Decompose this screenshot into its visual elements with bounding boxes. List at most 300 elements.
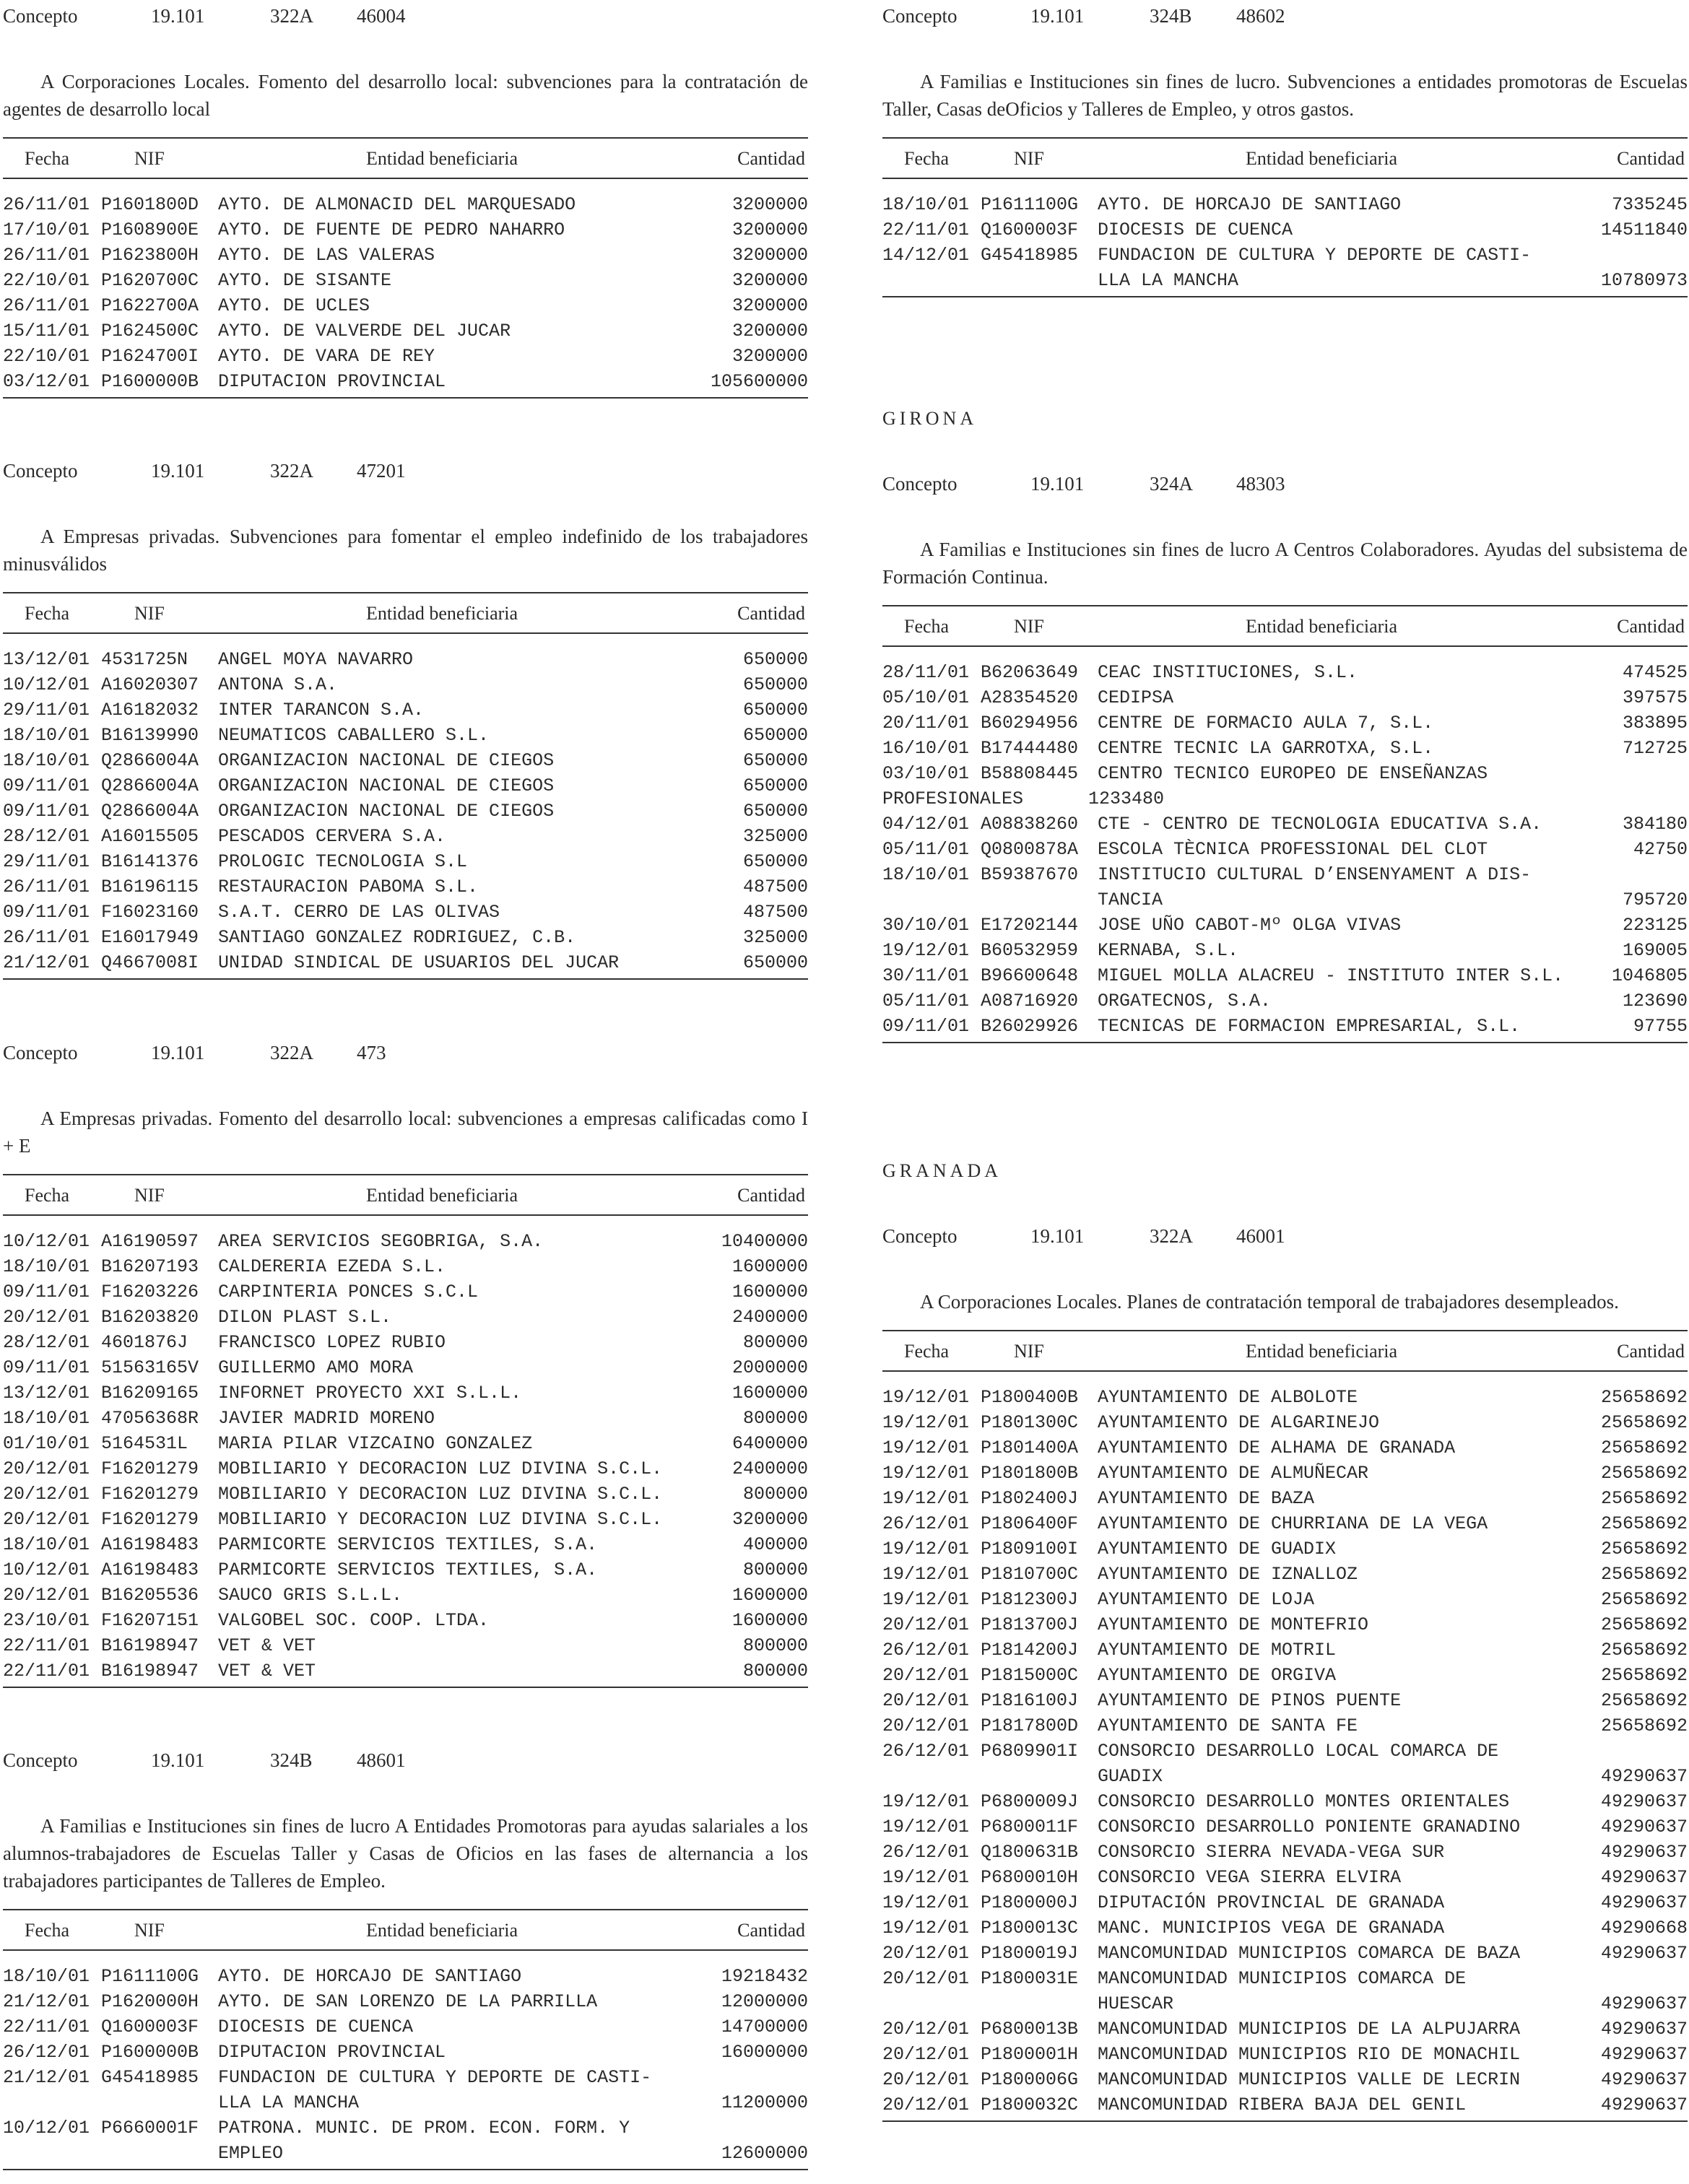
nif-cell: B16198947 (101, 1661, 199, 1681)
entidad-cell: CENTRE TECNIC LA GARROTXA, S.L. (1098, 738, 1434, 759)
fecha-cell: 03/10/01 (882, 763, 970, 784)
entidad-cell: MIGUEL MOLLA ALACREU - INSTITUTO INTER S.L. (1098, 965, 1564, 986)
fecha-cell: 30/10/01 (882, 915, 970, 936)
entidad-cell: MOBILIARIO Y DECORACION LUZ DIVINA S.C.L. (218, 1509, 663, 1530)
header-nif: NIF (134, 1185, 165, 1206)
fecha-cell: 18/10/01 (3, 725, 90, 746)
entidad-cell: CALDERERIA EZEDA S.L. (218, 1256, 446, 1277)
entidad-cell: AYTO. DE VALVERDE DEL JUCAR (218, 321, 511, 341)
table-row (3, 925, 808, 950)
table-row (882, 812, 1688, 837)
beneficiary-table (3, 1174, 808, 1688)
header-nif: NIF (134, 148, 165, 169)
nif-cell: B16198947 (101, 1635, 199, 1656)
entidad-cell: ORGANIZACION NACIONAL DE CIEGOS (218, 750, 555, 771)
concepto-line: Concepto 19.101 324A 48303 (882, 473, 1285, 495)
table-row (3, 344, 808, 369)
table-body (882, 179, 1688, 296)
entidad-cell: AYUNTAMIENTO DE IZNALLOZ (1098, 1564, 1358, 1585)
entidad-cell: MANC. MUNICIPIOS VEGA DE GRANADA (1098, 1918, 1445, 1939)
header-nif: NIF (134, 1920, 165, 1941)
cantidad-cell: 49290637 (1600, 1993, 1688, 2014)
entidad-cell: MANCOMUNIDAD RIBERA BAJA DEL GENIL (1098, 2094, 1467, 2115)
nif-cell: P1806400F (981, 1513, 1079, 1534)
cantidad-cell: 49290668 (1600, 1918, 1688, 1939)
nif-cell: F16201279 (101, 1484, 199, 1505)
nif-cell: F16201279 (101, 1509, 199, 1530)
cantidad-cell: 12600000 (721, 2143, 808, 2164)
header-entidad: Entidad beneficiaria (366, 1920, 518, 1941)
section-473 (3, 1043, 808, 1688)
cantidad-cell: 3200000 (731, 295, 808, 316)
entidad-cell: AYUNTAMIENTO DE ALMUÑECAR (1098, 1463, 1369, 1484)
entidad-cell: AYTO. DE UCLES (218, 295, 370, 316)
nif-cell: P1623800H (101, 245, 199, 266)
table-row (882, 660, 1688, 685)
nif-cell: A16190597 (101, 1231, 199, 1252)
nif-cell: G45418985 (101, 2067, 199, 2088)
cantidad-cell: 2400000 (731, 1307, 808, 1328)
table-row (882, 1941, 1688, 1966)
nif-cell: P1810700C (981, 1564, 1079, 1585)
table-row (3, 217, 808, 243)
section-48303 (882, 474, 1688, 1043)
entidad-cell: DIPUTACIÓN PROVINCIAL DE GRANADA (1098, 1892, 1445, 1913)
nif-cell: 4601876J (101, 1332, 188, 1353)
entidad-cell: AREA SERVICIOS SEGOBRIGA, S.A. (218, 1231, 544, 1252)
fecha-cell: 20/12/01 (3, 1509, 90, 1530)
fecha-cell: 04/12/01 (882, 814, 970, 835)
nif-cell: P6660001F (101, 2118, 199, 2139)
table-row (882, 1435, 1688, 1461)
cantidad-cell: 3200000 (731, 270, 808, 291)
table-row (882, 1486, 1688, 1511)
cantidad-cell: 223125 (1622, 915, 1688, 936)
beneficiary-table (882, 137, 1688, 297)
nif-cell: B96600648 (981, 965, 1079, 986)
table-row (3, 268, 808, 293)
cantidad-cell: 25658692 (1600, 1412, 1688, 1433)
fecha-cell: 23/10/01 (3, 1610, 90, 1631)
fecha-cell: 20/12/01 (882, 1715, 970, 1736)
fecha-cell: 20/12/01 (882, 2094, 970, 2115)
cantidad-cell: 800000 (742, 1661, 808, 1681)
entidad-cell: PATRONA. MUNIC. DE PROM. ECON. FORM. Y EMPLEO (218, 2118, 630, 2164)
table-row (882, 1511, 1688, 1536)
fecha-cell: 20/12/01 (3, 1484, 90, 1505)
fecha-cell: 26/12/01 (882, 1842, 970, 1863)
header-nif: NIF (1014, 616, 1044, 637)
entidad-continuation-cell: PROFESIONALES 1233480 (882, 788, 1165, 809)
concepto-line: Concepto 19.101 324B 48602 (882, 5, 1285, 27)
cantidad-cell: 25658692 (1600, 1640, 1688, 1661)
table-row (882, 938, 1688, 963)
fecha-cell: 20/12/01 (3, 1585, 90, 1606)
entidad-cell: MOBILIARIO Y DECORACION LUZ DIVINA S.C.L. (218, 1484, 663, 1505)
cantidad-cell: 123690 (1622, 991, 1688, 1011)
cantidad-cell: 25658692 (1600, 1437, 1688, 1458)
fecha-cell: 10/12/01 (3, 674, 90, 695)
cantidad-cell: 800000 (742, 1332, 808, 1353)
table-row (882, 1612, 1688, 1637)
cantidad-cell: 1046805 (1611, 965, 1688, 986)
table-row (882, 761, 1688, 786)
fecha-cell: 18/10/01 (3, 1256, 90, 1277)
nif-cell: P1800000J (981, 1892, 1079, 1913)
fecha-cell: 09/11/01 (3, 902, 90, 923)
cantidad-cell: 650000 (742, 725, 808, 746)
table-row (882, 1713, 1688, 1739)
header-nif: NIF (134, 603, 165, 624)
entidad-cell: AYTO. DE VARA DE REY (218, 346, 435, 367)
section-description: A Corporaciones Locales. Fomento del desarrollo local: subvenciones para la contratación de agentes de desarrollo local (3, 71, 808, 120)
entidad-cell: SANTIAGO GONZALEZ RODRIGUEZ, C.B. (218, 927, 576, 948)
fecha-cell: 15/11/01 (3, 321, 90, 341)
entidad-cell: ORGATECNOS, S.A. (1098, 991, 1272, 1011)
table-row (3, 1254, 808, 1279)
nif-cell: F16203226 (101, 1282, 199, 1302)
table-row (882, 1688, 1688, 1713)
nif-cell: Q4667008I (101, 952, 199, 973)
nif-cell: P1800013C (981, 1918, 1079, 1939)
fecha-cell: 21/12/01 (3, 952, 90, 973)
fecha-cell: 30/11/01 (882, 965, 970, 986)
nif-cell: P1620000H (101, 1991, 199, 2012)
header-cantidad: Cantidad (737, 1920, 805, 1941)
cantidad-cell: 650000 (742, 952, 808, 973)
concepto-line: Concepto 19.101 322A 473 (3, 1042, 386, 1063)
table-row (3, 799, 808, 824)
table-body (3, 179, 808, 397)
section-48601 (3, 1750, 808, 2170)
fecha-cell: 20/11/01 (882, 713, 970, 734)
nif-cell: Q0800878A (981, 839, 1079, 860)
cantidad-cell: 49290637 (1600, 2069, 1688, 2090)
entidad-cell: NEUMATICOS CABALLERO S.L. (218, 725, 490, 746)
entidad-cell: VET & VET (218, 1635, 316, 1656)
table-body (3, 1951, 808, 2169)
cantidad-cell: 1600000 (731, 1585, 808, 1606)
cantidad-cell: 2400000 (731, 1458, 808, 1479)
table-row (3, 1229, 808, 1254)
table-row (882, 1014, 1688, 1039)
nif-cell: Q2866004A (101, 750, 199, 771)
fecha-cell: 28/12/01 (3, 826, 90, 847)
cantidad-cell: 49290637 (1600, 2019, 1688, 2040)
concepto-line: Concepto 19.101 322A 46001 (882, 1225, 1285, 1247)
entidad-cell: AYTO. DE LAS VALERAS (218, 245, 435, 266)
fecha-cell: 19/12/01 (882, 1817, 970, 1837)
header-entidad: Entidad beneficiaria (366, 603, 518, 624)
table-row (882, 192, 1688, 217)
entidad-cell: INSTITUCIO CULTURAL D’ENSENYAMENT A DIS- TANCIA (1098, 864, 1532, 910)
cantidad-cell: 3200000 (731, 219, 808, 240)
entidad-cell: MANCOMUNIDAD MUNICIPIOS DE LA ALPUJARRA (1098, 2019, 1521, 2040)
concepto-line: Concepto 19.101 322A 47201 (3, 460, 406, 482)
header-fecha: Fecha (25, 148, 70, 169)
nif-cell: B16205536 (101, 1585, 199, 1606)
nif-cell: P1800400B (981, 1387, 1079, 1408)
nif-cell: A08838260 (981, 814, 1079, 835)
header-entidad: Entidad beneficiaria (1246, 1341, 1398, 1362)
fecha-cell: 09/11/01 (3, 1282, 90, 1302)
header-entidad: Entidad beneficiaria (1246, 616, 1398, 637)
cantidad-cell: 800000 (742, 1484, 808, 1505)
nif-cell: P1624700I (101, 346, 199, 367)
cantidad-cell: 3200000 (731, 194, 808, 215)
entidad-cell: CENTRO TECNICO EUROPEO DE ENSEÑANZAS (1098, 763, 1488, 784)
nif-cell: A16182032 (101, 700, 199, 721)
nif-cell: P1815000C (981, 1665, 1079, 1686)
fecha-cell: 19/12/01 (882, 1918, 970, 1939)
header-cantidad: Cantidad (1617, 1341, 1685, 1362)
cantidad-cell: 800000 (742, 1559, 808, 1580)
entidad-cell: MANCOMUNIDAD MUNICIPIOS VALLE DE LECRIN (1098, 2069, 1521, 2090)
nif-cell: P1814200J (981, 1640, 1079, 1661)
entidad-cell: DIPUTACION PROVINCIAL (218, 2042, 446, 2063)
nif-cell: B62063649 (981, 662, 1079, 683)
entidad-cell: FUNDACION DE CULTURA Y DEPORTE DE CASTI- LLA LA MANCHA (1098, 245, 1532, 291)
cantidad-cell: 325000 (742, 826, 808, 847)
nif-cell: Q2866004A (101, 801, 199, 822)
cantidad-cell: 49290637 (1600, 1842, 1688, 1863)
table-row (3, 748, 808, 773)
table-header (882, 606, 1688, 647)
fecha-cell: 29/11/01 (3, 700, 90, 721)
cantidad-cell: 14511840 (1600, 219, 1688, 240)
fecha-cell: 14/12/01 (882, 245, 970, 266)
entidad-cell: VET & VET (218, 1661, 316, 1681)
table-row (3, 647, 808, 672)
table-row (3, 2014, 808, 2040)
nif-cell: F16201279 (101, 1458, 199, 1479)
nif-cell: E16017949 (101, 927, 199, 948)
fecha-cell: 22/10/01 (3, 346, 90, 367)
entidad-cell: CONSORCIO DESARROLLO PONIENTE GRANADINO (1098, 1817, 1521, 1837)
entidad-cell: AYUNTAMIENTO DE BAZA (1098, 1488, 1315, 1509)
cantidad-cell: 25658692 (1600, 1513, 1688, 1534)
table-row (882, 1637, 1688, 1663)
entidad-cell: AYTO. DE HORCAJO DE SANTIAGO (218, 1966, 522, 1987)
fecha-cell: 28/12/01 (3, 1332, 90, 1353)
entidad-cell: MARIA PILAR VIZCAINO GONZALEZ (218, 1433, 533, 1454)
fecha-cell: 19/12/01 (882, 1892, 970, 1913)
table-row (3, 900, 808, 925)
cantidad-cell: 49290637 (1600, 1943, 1688, 1964)
table-row (3, 1532, 808, 1557)
cantidad-cell: 650000 (742, 700, 808, 721)
cantidad-cell: 42750 (1633, 839, 1688, 860)
header-fecha: Fecha (25, 1920, 70, 1941)
cantidad-cell: 3200000 (731, 245, 808, 266)
cantidad-cell: 16000000 (721, 2042, 808, 2063)
table-header (3, 593, 808, 634)
header-cantidad: Cantidad (1617, 616, 1685, 637)
cantidad-cell: 11200000 (721, 2092, 808, 2113)
fecha-cell: 21/12/01 (3, 2067, 90, 2088)
section-description: A Familias e Instituciones sin fines de lucro A Centros Colaboradores. Ayudas del subsistema de Formación Continua. (882, 539, 1688, 588)
fecha-cell: 26/12/01 (882, 1640, 970, 1661)
fecha-cell: 20/12/01 (882, 2019, 970, 2040)
table-row (3, 1355, 808, 1380)
entidad-cell: AYUNTAMIENTO DE ALBOLOTE (1098, 1387, 1358, 1408)
nif-cell: A16020307 (101, 674, 199, 695)
fecha-cell: 19/12/01 (882, 1387, 970, 1408)
table-row (3, 874, 808, 900)
table-row (882, 1587, 1688, 1612)
header-cantidad: Cantidad (1617, 148, 1685, 169)
cantidad-cell: 25658692 (1600, 1387, 1688, 1408)
province-heading-girona: GIRONA (882, 408, 978, 429)
nif-cell: B60294956 (981, 713, 1079, 734)
entidad-cell: KERNABA, S.L. (1098, 940, 1239, 961)
table-row (3, 1989, 808, 2014)
table-row (3, 1583, 808, 1608)
entidad-cell: AYUNTAMIENTO DE ALGARINEJO (1098, 1412, 1380, 1433)
table-row (882, 2016, 1688, 2042)
province-heading-granada: GRANADA (882, 1160, 1002, 1181)
beneficiary-table (3, 137, 808, 399)
table-row (3, 243, 808, 268)
fecha-cell: 20/12/01 (882, 1614, 970, 1635)
header-cantidad: Cantidad (737, 1185, 805, 1206)
cantidad-cell: 6400000 (731, 1433, 808, 1454)
cantidad-cell: 25658692 (1600, 1690, 1688, 1711)
entidad-cell: DIPUTACION PROVINCIAL (218, 371, 446, 392)
fecha-cell: 29/11/01 (3, 851, 90, 872)
beneficiary-table (3, 592, 808, 980)
entidad-cell: AYTO. DE HORCAJO DE SANTIAGO (1098, 194, 1402, 215)
table-row (882, 1915, 1688, 1941)
table-row (882, 1410, 1688, 1435)
fecha-cell: 20/12/01 (3, 1307, 90, 1328)
nif-cell: F16207151 (101, 1610, 199, 1631)
fecha-cell: 10/12/01 (3, 2118, 90, 2139)
table-row (882, 1865, 1688, 1890)
fecha-cell: 20/12/01 (882, 1665, 970, 1686)
cantidad-cell: 487500 (742, 876, 808, 897)
fecha-cell: 18/10/01 (3, 1966, 90, 1987)
cantidad-cell: 97755 (1633, 1016, 1688, 1037)
cantidad-cell: 25658692 (1600, 1665, 1688, 1686)
header-entidad: Entidad beneficiaria (366, 148, 518, 169)
fecha-cell: 26/11/01 (3, 194, 90, 215)
table-row (3, 1406, 808, 1431)
nif-cell: P1611100G (981, 194, 1079, 215)
fecha-cell: 01/10/01 (3, 1433, 90, 1454)
nif-cell: P1620700C (101, 270, 199, 291)
fecha-cell: 22/11/01 (882, 219, 970, 240)
table-row (882, 1663, 1688, 1688)
fecha-cell: 18/10/01 (3, 750, 90, 771)
entidad-cell: DIOCESIS DE CUENCA (1098, 219, 1293, 240)
entidad-cell: CTE - CENTRO DE TECNOLOGIA EDUCATIVA S.A. (1098, 814, 1542, 835)
entidad-cell: AYTO. DE FUENTE DE PEDRO NAHARRO (218, 219, 565, 240)
cantidad-cell: 25658692 (1600, 1614, 1688, 1635)
cantidad-cell: 800000 (742, 1408, 808, 1429)
table-row (882, 862, 1688, 913)
entidad-cell: AYTO. DE ALMONACID DEL MARQUESADO (218, 194, 576, 215)
table-row (3, 2040, 808, 2065)
nif-cell: P1622700A (101, 295, 199, 316)
cantidad-cell: 1600000 (731, 1610, 808, 1631)
table-row (3, 1507, 808, 1532)
header-fecha: Fecha (904, 616, 950, 637)
cantidad-cell: 3200000 (731, 321, 808, 341)
entidad-cell: AYUNTAMIENTO DE SANTA FE (1098, 1715, 1358, 1736)
fecha-cell: 19/12/01 (882, 1437, 970, 1458)
entidad-cell: VALGOBEL SOC. COOP. LTDA. (218, 1610, 490, 1631)
fecha-cell: 19/12/01 (882, 1488, 970, 1509)
table-row (3, 1330, 808, 1355)
fecha-cell: 26/12/01 (882, 1741, 970, 1762)
table-row (3, 849, 808, 874)
cantidad-cell: 25658692 (1600, 1564, 1688, 1585)
cantidad-cell: 1600000 (731, 1256, 808, 1277)
entidad-cell: S.A.T. CERRO DE LAS OLIVAS (218, 902, 500, 923)
entidad-cell: FUNDACION DE CULTURA Y DEPORTE DE CASTI- LLA LA MANCHA (218, 2067, 652, 2113)
table-row (3, 2065, 808, 2115)
entidad-cell: ORGANIZACION NACIONAL DE CIEGOS (218, 801, 555, 822)
header-nif: NIF (1014, 148, 1044, 169)
section-description: A Empresas privadas. Fomento del desarrollo local: subvenciones a empresas calificadas como I + E (3, 1108, 808, 1157)
nif-cell: P1600000B (101, 2042, 199, 2063)
cantidad-cell: 49290637 (1600, 2044, 1688, 2065)
table-row (3, 1633, 808, 1658)
cantidad-cell: 25658692 (1600, 1589, 1688, 1610)
nif-cell: A16198483 (101, 1559, 199, 1580)
cantidad-cell: 169005 (1622, 940, 1688, 961)
entidad-cell: AYUNTAMIENTO DE PINOS PUENTE (1098, 1690, 1402, 1711)
table-row (3, 1380, 808, 1406)
entidad-cell: PARMICORTE SERVICIOS TEXTILES, S.A. (218, 1559, 598, 1580)
table-body (3, 634, 808, 978)
table-body (882, 1372, 1688, 2120)
entidad-cell: MANCOMUNIDAD MUNICIPIOS COMARCA DE BAZA (1098, 1943, 1521, 1964)
nif-cell: P1816100J (981, 1690, 1079, 1711)
entidad-cell: AYUNTAMIENTO DE ALHAMA DE GRANADA (1098, 1437, 1456, 1458)
section-47201 (3, 461, 808, 980)
fecha-cell: 28/11/01 (882, 662, 970, 683)
cantidad-cell: 49290637 (1600, 1766, 1688, 1787)
fecha-cell: 26/11/01 (3, 245, 90, 266)
entidad-cell: ESCOLA TÈCNICA PROFESSIONAL DEL CLOT (1098, 839, 1488, 860)
cantidad-cell: 474525 (1622, 662, 1688, 683)
entidad-cell: INTER TARANCON S.A. (218, 700, 425, 721)
fecha-cell: 10/12/01 (3, 1231, 90, 1252)
cantidad-cell: 397575 (1622, 687, 1688, 708)
fecha-cell: 26/11/01 (3, 295, 90, 316)
fecha-cell: 20/12/01 (882, 1690, 970, 1711)
fecha-cell: 13/12/01 (3, 1383, 90, 1404)
fecha-cell: 19/12/01 (882, 1539, 970, 1559)
nif-cell: 4531725N (101, 649, 188, 670)
nif-cell: P6800009J (981, 1791, 1079, 1812)
cantidad-cell: 3200000 (731, 1509, 808, 1530)
table-row (882, 217, 1688, 243)
table-row (3, 950, 808, 975)
fecha-cell: 20/12/01 (882, 2044, 970, 2065)
nif-cell: Q1600003F (101, 2016, 199, 2037)
table-row (882, 1840, 1688, 1865)
nif-cell: P1800006G (981, 2069, 1079, 2090)
table-row (882, 2042, 1688, 2067)
cantidad-cell: 650000 (742, 801, 808, 822)
cantidad-cell: 19218432 (721, 1966, 808, 1987)
cantidad-cell: 650000 (742, 851, 808, 872)
section-46004 (3, 6, 808, 399)
cantidad-cell: 650000 (742, 750, 808, 771)
